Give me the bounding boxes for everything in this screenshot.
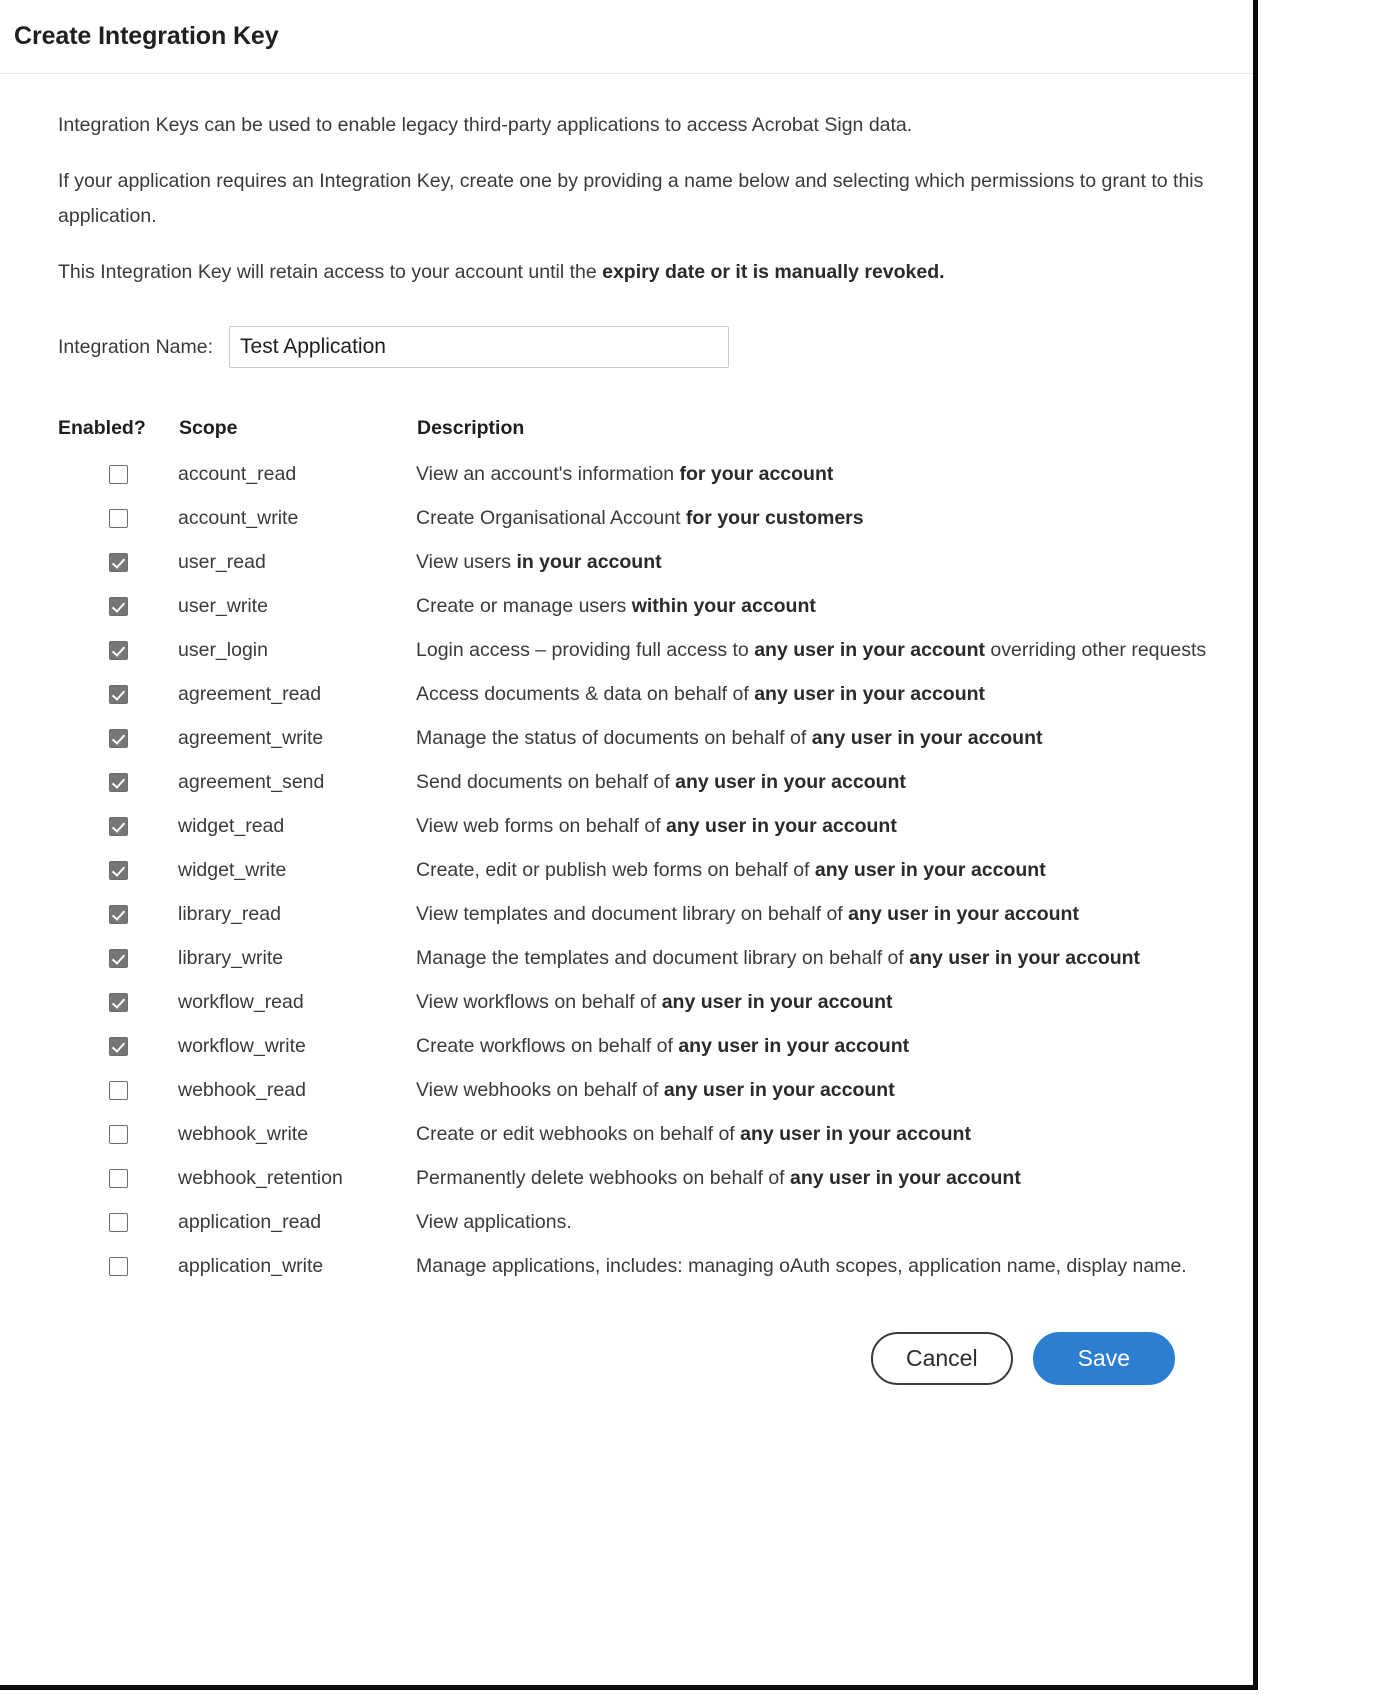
scope-description-cell	[416, 892, 1243, 936]
scope-name-cell: user_write	[178, 595, 268, 617]
intro-paragraph-2-text: If your application requires an Integration Key, create one by providing a name below and selecting which permissions to grant to this application.	[58, 170, 1204, 227]
scopes-table-head	[58, 416, 1243, 452]
scope-description-cell	[416, 628, 1243, 672]
table-row	[58, 1068, 1243, 1112]
cancel-button[interactable]: Cancel	[871, 1332, 1013, 1385]
scope-description-emphasis: for your customers	[685, 507, 864, 529]
scope-description-cell	[416, 1068, 1243, 1112]
scope-name-cell: webhook_retention	[178, 1167, 343, 1189]
scope-enabled-cell	[58, 496, 178, 540]
scope-description-emphasis: any user in your account	[740, 1123, 971, 1145]
scope-description-text: Create workflows on behalf of	[416, 1035, 679, 1057]
scope-description-emphasis: any user in your account	[909, 947, 1141, 969]
scope-enabled-cell	[58, 1156, 178, 1200]
scope-description-emphasis: in your account	[516, 551, 662, 573]
table-row	[58, 1244, 1243, 1288]
checkbox-webhook_retention[interactable]	[109, 1169, 128, 1188]
scope-description-emphasis: any user in your account	[754, 683, 986, 705]
table-row	[58, 540, 1243, 584]
scope-description-text: Access documents & data on behalf of	[416, 683, 755, 705]
scope-enabled-cell	[58, 452, 178, 496]
checkbox-library_write[interactable]	[109, 949, 128, 968]
checkbox-agreement_read[interactable]	[109, 685, 128, 704]
scope-enabled-cell	[58, 1112, 178, 1156]
table-row	[58, 1156, 1243, 1200]
scope-enabled-cell	[58, 892, 178, 936]
column-header-enabled: Enabled?	[58, 417, 146, 439]
scope-enabled-cell	[58, 1068, 178, 1112]
intro-paragraph-2	[58, 164, 1223, 234]
scope-description-cell	[416, 452, 1243, 496]
scope-description-emphasis: any user in your account	[848, 903, 1079, 925]
checkbox-user_login[interactable]	[109, 641, 128, 660]
checkbox-webhook_read[interactable]	[109, 1081, 128, 1100]
intro-paragraph-1	[58, 108, 1223, 143]
scope-enabled-cell	[58, 804, 178, 848]
scope-description-text: View an account's information	[416, 463, 680, 485]
scope-description-cell	[416, 496, 1243, 540]
checkbox-application_write[interactable]	[109, 1257, 128, 1276]
scope-description-emphasis: any user in your account	[661, 991, 893, 1013]
scope-description-cell	[416, 540, 1243, 584]
scope-enabled-cell	[58, 672, 178, 716]
scope-description-emphasis: any user in your account	[675, 771, 906, 793]
scope-description-emphasis: within your account	[631, 595, 816, 617]
table-row	[58, 980, 1243, 1024]
table-row	[58, 848, 1243, 892]
scope-description-text: View templates and document library on behalf of	[416, 903, 849, 925]
scope-description-cell	[416, 804, 1243, 848]
checkbox-widget_read[interactable]	[109, 817, 128, 836]
scope-name-cell: widget_write	[178, 859, 287, 881]
scope-name-cell: library_write	[178, 947, 284, 969]
page-title: Create Integration Key	[14, 22, 279, 50]
scope-description-tail: overriding other requests	[985, 639, 1207, 661]
scope-description-text: Create or manage users	[416, 595, 632, 617]
integration-name-input[interactable]	[229, 326, 729, 368]
scope-description-text: Manage the templates and document library on behalf of	[416, 947, 910, 969]
scopes-table-body	[58, 452, 1243, 1288]
scope-name-cell: workflow_write	[178, 1035, 306, 1057]
scope-description-emphasis: any user in your account	[663, 1079, 895, 1101]
scope-description-cell	[416, 1244, 1243, 1288]
checkbox-user_write[interactable]	[109, 597, 128, 616]
checkbox-account_read[interactable]	[109, 465, 128, 484]
intro-paragraph-3-text: This Integration Key will retain access to your account until the	[58, 261, 603, 283]
checkbox-widget_write[interactable]	[109, 861, 128, 880]
scope-enabled-cell	[58, 1244, 178, 1288]
scope-name-cell: agreement_write	[178, 727, 324, 749]
table-row	[58, 716, 1243, 760]
window-bottom-margin	[0, 1695, 1379, 1707]
checkbox-workflow_read[interactable]	[109, 993, 128, 1012]
scope-name-cell: user_read	[178, 551, 266, 573]
column-header-scope: Scope	[179, 417, 238, 439]
scope-name-cell: application_write	[178, 1255, 324, 1277]
table-row	[58, 1112, 1243, 1156]
scope-description-text: Manage the status of documents on behalf of	[416, 727, 812, 749]
scope-description-emphasis: any user in your account	[811, 727, 1043, 749]
scope-description-text: Manage applications, includes: managing oAuth scopes, application name, display name.	[416, 1255, 1187, 1277]
scope-description-emphasis: for your account	[679, 463, 834, 485]
scope-enabled-cell	[58, 584, 178, 628]
scope-description-text: View webhooks on behalf of	[416, 1079, 664, 1101]
scope-description-cell	[416, 1200, 1243, 1244]
scope-name-cell: account_write	[178, 507, 299, 529]
table-row	[58, 452, 1243, 496]
scope-name-cell: webhook_read	[178, 1079, 306, 1101]
scope-name-cell: library_read	[178, 903, 281, 925]
scope-description-cell	[416, 760, 1243, 804]
table-row	[58, 804, 1243, 848]
scope-enabled-cell	[58, 936, 178, 980]
scope-description-text: Create Organisational Account	[416, 507, 686, 529]
scope-description-emphasis: any user in your account	[678, 1035, 910, 1057]
scope-name-cell: agreement_read	[178, 683, 322, 705]
table-row	[58, 496, 1243, 540]
scope-description-text: Create or edit webhooks on behalf of	[416, 1123, 741, 1145]
checkbox-user_read[interactable]	[109, 553, 128, 572]
scope-description-text: View web forms on behalf of	[416, 815, 667, 837]
window-right-margin	[1263, 0, 1379, 1707]
scope-description-cell	[416, 980, 1243, 1024]
table-row	[58, 892, 1243, 936]
intro-paragraph-3	[58, 255, 1223, 290]
scope-description-text: View workflows on behalf of	[416, 991, 662, 1013]
scope-description-cell	[416, 716, 1243, 760]
integration-name-row	[58, 326, 1223, 368]
scope-description-text: Create, edit or publish web forms on behalf of	[416, 859, 815, 881]
scope-enabled-cell	[58, 1200, 178, 1244]
checkbox-application_read[interactable]	[109, 1213, 128, 1232]
scope-description-emphasis: any user in your account	[754, 639, 985, 661]
scope-description-text: Permanently delete webhooks on behalf of	[416, 1167, 790, 1189]
checkbox-library_read[interactable]	[109, 905, 128, 924]
scope-description-emphasis: any user in your account	[666, 815, 897, 837]
integration-name-label: Integration Name:	[58, 335, 214, 358]
scope-enabled-cell	[58, 980, 178, 1024]
scope-name-cell: widget_read	[178, 815, 285, 837]
column-header-description: Description	[417, 417, 525, 439]
dialog-body	[0, 74, 1253, 1385]
scope-description-cell	[416, 672, 1243, 716]
table-row	[58, 1024, 1243, 1068]
scope-enabled-cell	[58, 848, 178, 892]
table-row	[58, 1200, 1243, 1244]
table-row	[58, 936, 1243, 980]
scope-description-emphasis: any user in your account	[790, 1167, 1021, 1189]
scope-description-cell	[416, 936, 1243, 980]
scope-enabled-cell	[58, 1024, 178, 1068]
dialog-footer	[58, 1288, 1223, 1385]
scopes-table	[58, 416, 1243, 1288]
scope-description-text: Send documents on behalf of	[416, 771, 676, 793]
intro-paragraph-3-emphasis: expiry date or it is manually revoked.	[602, 261, 945, 283]
scope-name-cell: account_read	[178, 463, 297, 485]
checkbox-webhook_write[interactable]	[109, 1125, 128, 1144]
table-row	[58, 760, 1243, 804]
checkbox-agreement_write[interactable]	[109, 729, 128, 748]
scope-name-cell: workflow_read	[178, 991, 304, 1013]
scope-description-text: Login access – providing full access to	[416, 639, 755, 661]
scope-name-cell: application_read	[178, 1211, 322, 1233]
scope-enabled-cell	[58, 716, 178, 760]
table-row	[58, 628, 1243, 672]
table-row	[58, 672, 1243, 716]
scope-enabled-cell	[58, 540, 178, 584]
scope-name-cell: webhook_write	[178, 1123, 309, 1145]
scope-description-cell	[416, 1156, 1243, 1200]
scope-description-cell	[416, 1112, 1243, 1156]
save-button[interactable]: Save	[1033, 1332, 1175, 1385]
scope-enabled-cell	[58, 760, 178, 804]
intro-paragraph-1-text: Integration Keys can be used to enable legacy third-party applications to access Acrobat Sign data.	[58, 114, 913, 136]
scope-enabled-cell	[58, 628, 178, 672]
checkbox-agreement_send[interactable]	[109, 773, 128, 792]
table-row	[58, 584, 1243, 628]
scope-description-cell	[416, 584, 1243, 628]
checkbox-workflow_write[interactable]	[109, 1037, 128, 1056]
scope-description-text: View users	[416, 551, 517, 573]
scope-description-cell	[416, 848, 1243, 892]
scope-name-cell: user_login	[178, 639, 268, 661]
scope-name-cell: agreement_send	[178, 771, 325, 793]
scopes-header-row	[58, 416, 1243, 452]
scope-description-emphasis: any user in your account	[814, 859, 1046, 881]
scope-description-text: View applications.	[416, 1211, 572, 1233]
scope-description-cell	[416, 1024, 1243, 1068]
checkbox-account_write[interactable]	[109, 509, 128, 528]
